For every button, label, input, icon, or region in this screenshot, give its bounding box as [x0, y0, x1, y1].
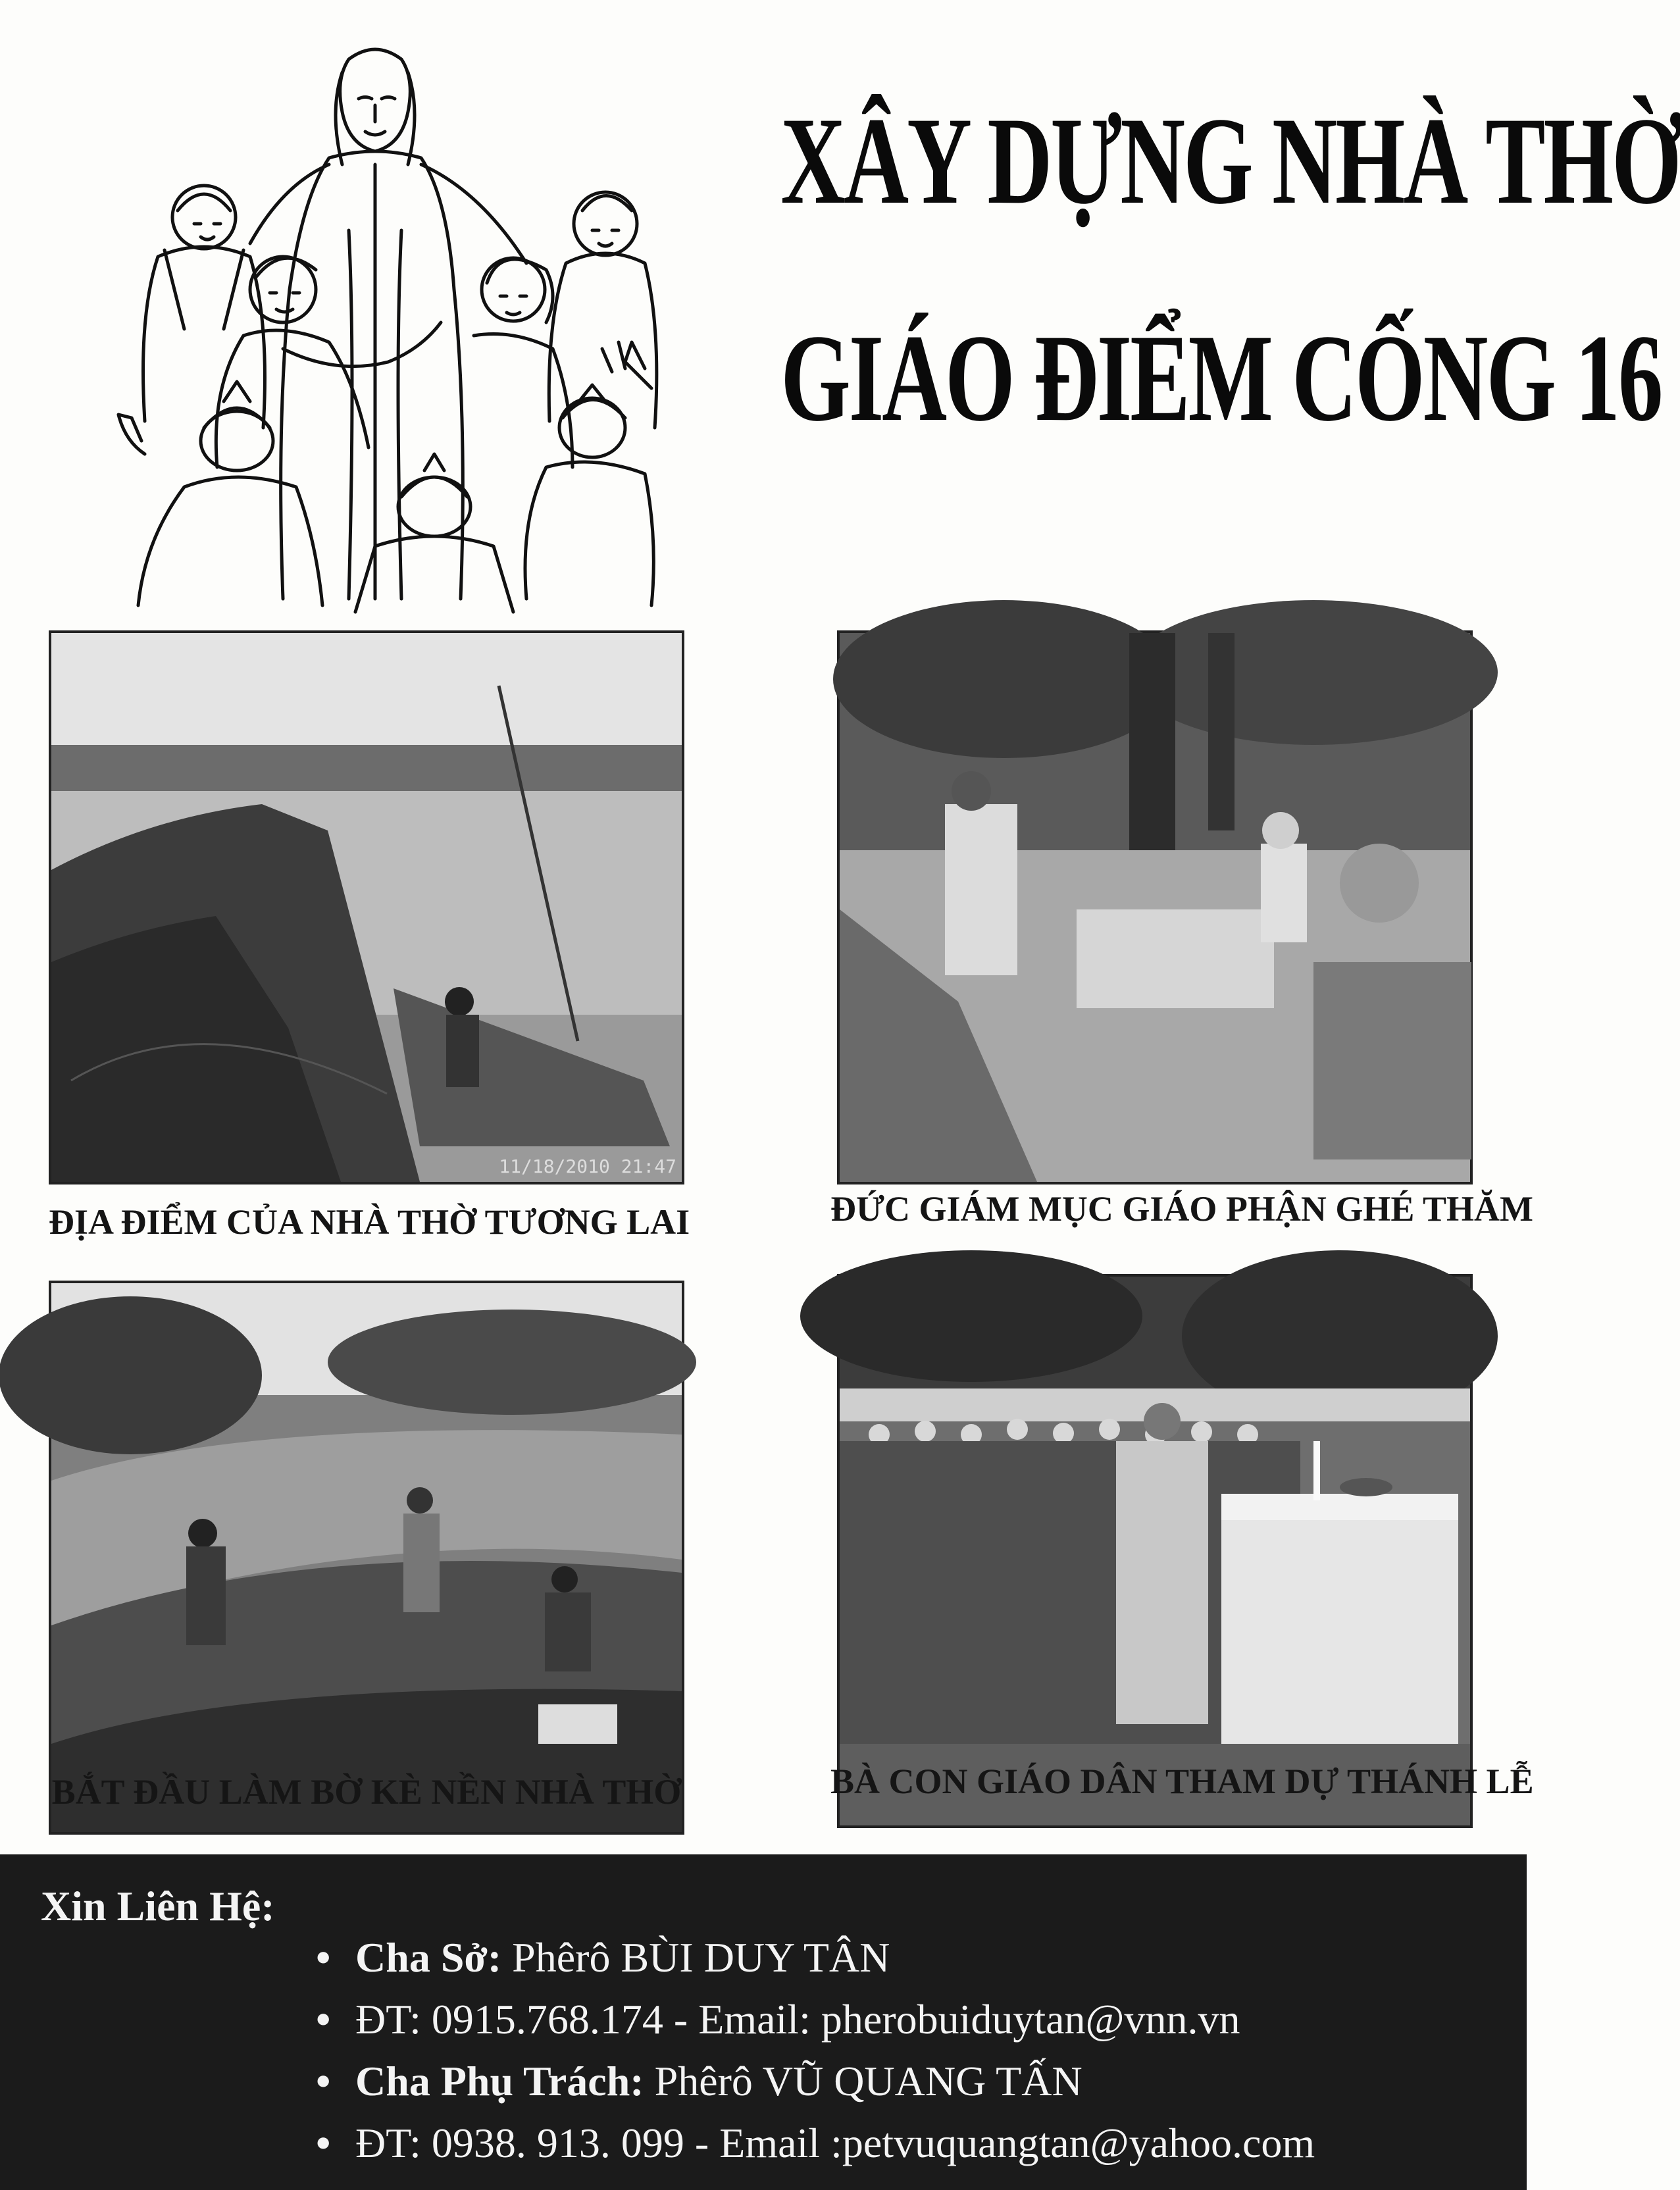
contact-text: ĐT: 0938. 913. 099 - Email :petvuquangtan@yahoo.com [355, 2120, 1315, 2166]
contact-item-pastor-phone [316, 1989, 1315, 2050]
photo-embankment-work [49, 1281, 684, 1835]
page-title [665, 92, 1680, 447]
photo-date-stamp: 11/18/2010 21:47 [499, 1156, 676, 1177]
title-line-2: GIÁO ĐIỂM CỐNG 16 [780, 309, 1662, 447]
bullet-icon: • [316, 2058, 331, 2104]
contact-list [316, 1927, 1315, 2174]
title-line-1: XÂY DỰNG NHÀ THỜ [780, 92, 1680, 230]
contact-item-assistant-phone [316, 2112, 1315, 2174]
contact-section [0, 1854, 1527, 2190]
contact-item-pastor [316, 1927, 1315, 1989]
contact-text: Phêrô BÙI DUY TÂN [501, 1934, 890, 1981]
caption-parishioners-mass: BÀ CON GIÁO DÂN THAM DỰ THÁNH LỄ [830, 1762, 1534, 1801]
photo-parishioners-mass [837, 1274, 1473, 1828]
caption-bishop-visit: ĐỨC GIÁM MỤC GIÁO PHẬN GHÉ THĂM [830, 1189, 1533, 1229]
contact-heading: Xin Liên Hệ: [41, 1883, 275, 1929]
bullet-icon: • [316, 1934, 331, 1981]
contact-text: Phêrô VŨ QUANG TẤN [644, 2058, 1082, 2104]
jesus-with-crowd-drawing-icon [66, 33, 658, 612]
contact-label: Cha Sở: [355, 1934, 502, 1981]
caption-embankment-work: BẮT ĐẦU LÀM BỜ KÈ NỀN NHÀ THỜ [51, 1772, 682, 1812]
contact-text: ĐT: 0915.768.174 - Email: pherobuiduytan@vnn.vn [355, 1996, 1240, 2043]
caption-future-church-site: ĐỊA ĐIỂM CỦA NHÀ THỜ TƯƠNG LAI [49, 1202, 690, 1242]
contact-label: Cha Phụ Trách: [355, 2058, 644, 2104]
jesus-with-crowd-illustration [66, 33, 658, 612]
contact-item-assistant [316, 2050, 1315, 2112]
photo-future-church-site [49, 630, 684, 1184]
bullet-icon: • [316, 1996, 331, 2043]
photo-bishop-visit [837, 630, 1473, 1184]
bullet-icon: • [316, 2120, 331, 2166]
